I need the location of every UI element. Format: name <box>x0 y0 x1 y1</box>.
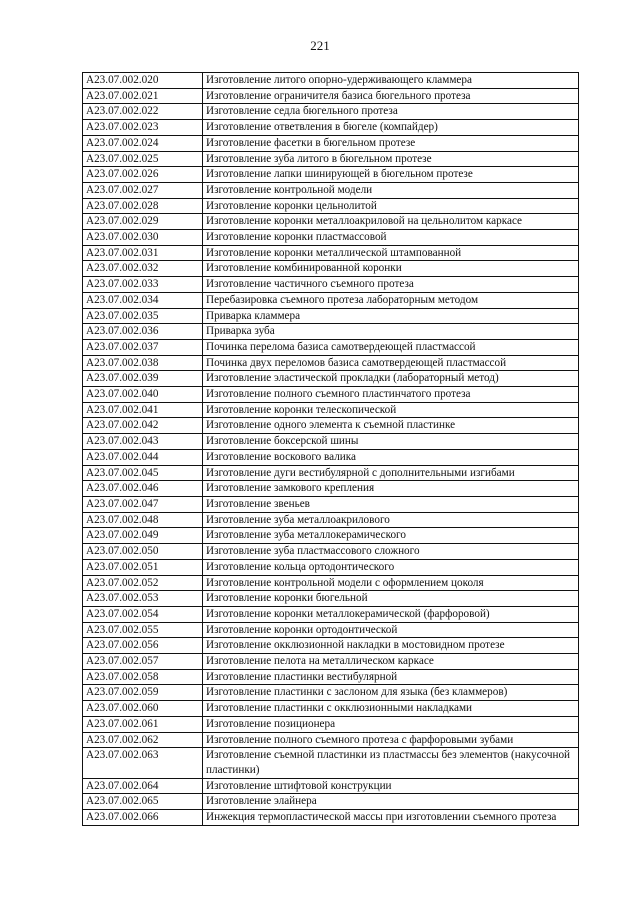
table-row <box>83 465 579 481</box>
service-name-cell: Перебазировка съемного протеза лабораторным методом <box>203 292 579 308</box>
service-code-cell: A23.07.002.033 <box>83 277 203 293</box>
service-name-cell: Изготовление ответвления в бюгеле (компайдер) <box>203 120 579 136</box>
table-row <box>83 732 579 748</box>
service-name-cell: Изготовление дуги вестибулярной с дополнительными изгибами <box>203 465 579 481</box>
table-row <box>83 308 579 324</box>
service-code-cell: A23.07.002.054 <box>83 606 203 622</box>
table-row <box>83 810 579 826</box>
table-row <box>83 151 579 167</box>
table-row <box>83 418 579 434</box>
service-name-cell: Изготовление полного съемного пластинчатого протеза <box>203 387 579 403</box>
service-name-cell: Изготовление воскового валика <box>203 449 579 465</box>
service-name-cell: Изготовление коронки бюгельной <box>203 591 579 607</box>
service-code-cell: A23.07.002.045 <box>83 465 203 481</box>
service-name-cell: Починка перелома базиса самотвердеющей пластмассой <box>203 339 579 355</box>
table-row <box>83 748 579 778</box>
table-row <box>83 638 579 654</box>
service-code-cell: A23.07.002.053 <box>83 591 203 607</box>
service-code-cell: A23.07.002.021 <box>83 88 203 104</box>
service-code-cell: A23.07.002.041 <box>83 402 203 418</box>
service-name-cell: Изготовление боксерской шины <box>203 434 579 450</box>
service-name-cell: Изготовление зуба металлоакрилового <box>203 512 579 528</box>
service-code-cell: A23.07.002.024 <box>83 135 203 151</box>
table-row <box>83 104 579 120</box>
service-name-cell: Изготовление фасетки в бюгельном протезе <box>203 135 579 151</box>
service-name-cell: Изготовление ограничителя базиса бюгельного протеза <box>203 88 579 104</box>
service-name-cell: Изготовление пластинки вестибулярной <box>203 669 579 685</box>
service-code-cell: A23.07.002.040 <box>83 387 203 403</box>
service-name-cell: Изготовление комбинированной коронки <box>203 261 579 277</box>
service-code-cell: A23.07.002.042 <box>83 418 203 434</box>
service-code-cell: A23.07.002.031 <box>83 245 203 261</box>
service-code-cell: A23.07.002.022 <box>83 104 203 120</box>
service-name-cell: Изготовление элайнера <box>203 794 579 810</box>
service-name-cell: Изготовление лапки шинирующей в бюгельном протезе <box>203 167 579 183</box>
service-name-cell: Изготовление зуба пластмассового сложного <box>203 544 579 560</box>
service-code-cell: A23.07.002.034 <box>83 292 203 308</box>
service-name-cell: Изготовление коронки цельнолитой <box>203 198 579 214</box>
service-name-cell: Изготовление зуба литого в бюгельном протезе <box>203 151 579 167</box>
table-row <box>83 245 579 261</box>
service-name-cell: Изготовление зуба металлокерамического <box>203 528 579 544</box>
service-code-cell: A23.07.002.035 <box>83 308 203 324</box>
table-row <box>83 214 579 230</box>
table-row <box>83 449 579 465</box>
service-code-cell: A23.07.002.028 <box>83 198 203 214</box>
service-name-cell: Изготовление эластической прокладки (лабораторный метод) <box>203 371 579 387</box>
service-code-cell: A23.07.002.065 <box>83 794 203 810</box>
service-code-cell: A23.07.002.036 <box>83 324 203 340</box>
service-name-cell: Приварка зуба <box>203 324 579 340</box>
table-row <box>83 559 579 575</box>
service-name-cell: Изготовление пластинки с окклюзионными накладками <box>203 701 579 717</box>
service-name-cell: Изготовление коронки металлоакриловой на цельнолитом каркасе <box>203 214 579 230</box>
service-code-cell: A23.07.002.048 <box>83 512 203 528</box>
service-code-cell: A23.07.002.020 <box>83 73 203 89</box>
table-row <box>83 371 579 387</box>
service-code-cell: A23.07.002.063 <box>83 748 203 778</box>
table-row <box>83 402 579 418</box>
service-name-cell: Изготовление пелота на металлическом каркасе <box>203 654 579 670</box>
table-row <box>83 73 579 89</box>
table-row <box>83 292 579 308</box>
service-name-cell: Изготовление полного съемного протеза с фарфоровыми зубами <box>203 732 579 748</box>
service-name-cell: Изготовление коронки металлической штампованной <box>203 245 579 261</box>
table-row <box>83 230 579 246</box>
service-name-cell: Изготовление коронки пластмассовой <box>203 230 579 246</box>
service-name-cell: Приварка кламмера <box>203 308 579 324</box>
service-code-cell: A23.07.002.049 <box>83 528 203 544</box>
service-code-cell: A23.07.002.039 <box>83 371 203 387</box>
service-name-cell: Изготовление контрольной модели <box>203 182 579 198</box>
services-table-body <box>83 73 579 826</box>
page-number: 221 <box>310 38 330 53</box>
service-code-cell: A23.07.002.037 <box>83 339 203 355</box>
service-code-cell: A23.07.002.057 <box>83 654 203 670</box>
service-code-cell: A23.07.002.027 <box>83 182 203 198</box>
service-name-cell: Починка двух переломов базиса самотвердеющей пластмассой <box>203 355 579 371</box>
service-name-cell: Изготовление съемной пластинки из пластмассы без элементов (накусочной пластинки) <box>203 748 579 778</box>
service-name-cell: Изготовление замкового крепления <box>203 481 579 497</box>
service-code-cell: A23.07.002.056 <box>83 638 203 654</box>
table-row <box>83 669 579 685</box>
table-row <box>83 701 579 717</box>
service-name-cell: Изготовление коронки телескопической <box>203 402 579 418</box>
service-name-cell: Изготовление штифтовой конструкции <box>203 778 579 794</box>
table-row <box>83 182 579 198</box>
service-name-cell: Изготовление коронки металлокерамической (фарфоровой) <box>203 606 579 622</box>
table-row <box>83 88 579 104</box>
service-code-cell: A23.07.002.062 <box>83 732 203 748</box>
service-name-cell: Изготовление кольца ортодонтического <box>203 559 579 575</box>
service-name-cell: Изготовление окклюзионной накладки в мостовидном протезе <box>203 638 579 654</box>
table-row <box>83 387 579 403</box>
service-code-cell: A23.07.002.060 <box>83 701 203 717</box>
table-row <box>83 496 579 512</box>
service-name-cell: Изготовление контрольной модели с оформлением цоколя <box>203 575 579 591</box>
service-name-cell: Инжекция термопластической массы при изготовлении съемного протеза <box>203 810 579 826</box>
table-row <box>83 339 579 355</box>
service-code-cell: A23.07.002.043 <box>83 434 203 450</box>
table-row <box>83 606 579 622</box>
service-code-cell: A23.07.002.064 <box>83 778 203 794</box>
table-row <box>83 622 579 638</box>
service-name-cell: Изготовление частичного съемного протеза <box>203 277 579 293</box>
table-row <box>83 544 579 560</box>
table-row <box>83 528 579 544</box>
service-code-cell: A23.07.002.025 <box>83 151 203 167</box>
table-row <box>83 794 579 810</box>
table-row <box>83 575 579 591</box>
table-row <box>83 512 579 528</box>
service-code-cell: A23.07.002.050 <box>83 544 203 560</box>
services-table <box>82 72 579 826</box>
table-row <box>83 434 579 450</box>
service-code-cell: A23.07.002.044 <box>83 449 203 465</box>
service-code-cell: A23.07.002.026 <box>83 167 203 183</box>
service-code-cell: A23.07.002.023 <box>83 120 203 136</box>
service-code-cell: A23.07.002.047 <box>83 496 203 512</box>
service-code-cell: A23.07.002.030 <box>83 230 203 246</box>
service-name-cell: Изготовление звеньев <box>203 496 579 512</box>
table-row <box>83 355 579 371</box>
service-code-cell: A23.07.002.029 <box>83 214 203 230</box>
table-row <box>83 591 579 607</box>
table-row <box>83 167 579 183</box>
table-row <box>83 120 579 136</box>
table-row <box>83 685 579 701</box>
service-name-cell: Изготовление коронки ортодонтической <box>203 622 579 638</box>
service-name-cell: Изготовление седла бюгельного протеза <box>203 104 579 120</box>
table-row <box>83 261 579 277</box>
service-code-cell: A23.07.002.066 <box>83 810 203 826</box>
table-row <box>83 198 579 214</box>
table-row <box>83 277 579 293</box>
table-row <box>83 481 579 497</box>
table-row <box>83 324 579 340</box>
service-code-cell: A23.07.002.055 <box>83 622 203 638</box>
service-name-cell: Изготовление одного элемента к съемной пластинке <box>203 418 579 434</box>
service-code-cell: A23.07.002.052 <box>83 575 203 591</box>
table-row <box>83 778 579 794</box>
service-code-cell: A23.07.002.058 <box>83 669 203 685</box>
service-name-cell: Изготовление пластинки с заслоном для языка (без кламмеров) <box>203 685 579 701</box>
service-code-cell: A23.07.002.038 <box>83 355 203 371</box>
service-name-cell: Изготовление позиционера <box>203 716 579 732</box>
service-code-cell: A23.07.002.046 <box>83 481 203 497</box>
table-row <box>83 135 579 151</box>
service-code-cell: A23.07.002.059 <box>83 685 203 701</box>
table-row <box>83 654 579 670</box>
table-row <box>83 716 579 732</box>
service-name-cell: Изготовление литого опорно-удерживающего кламмера <box>203 73 579 89</box>
service-code-cell: A23.07.002.061 <box>83 716 203 732</box>
service-code-cell: A23.07.002.051 <box>83 559 203 575</box>
service-code-cell: A23.07.002.032 <box>83 261 203 277</box>
